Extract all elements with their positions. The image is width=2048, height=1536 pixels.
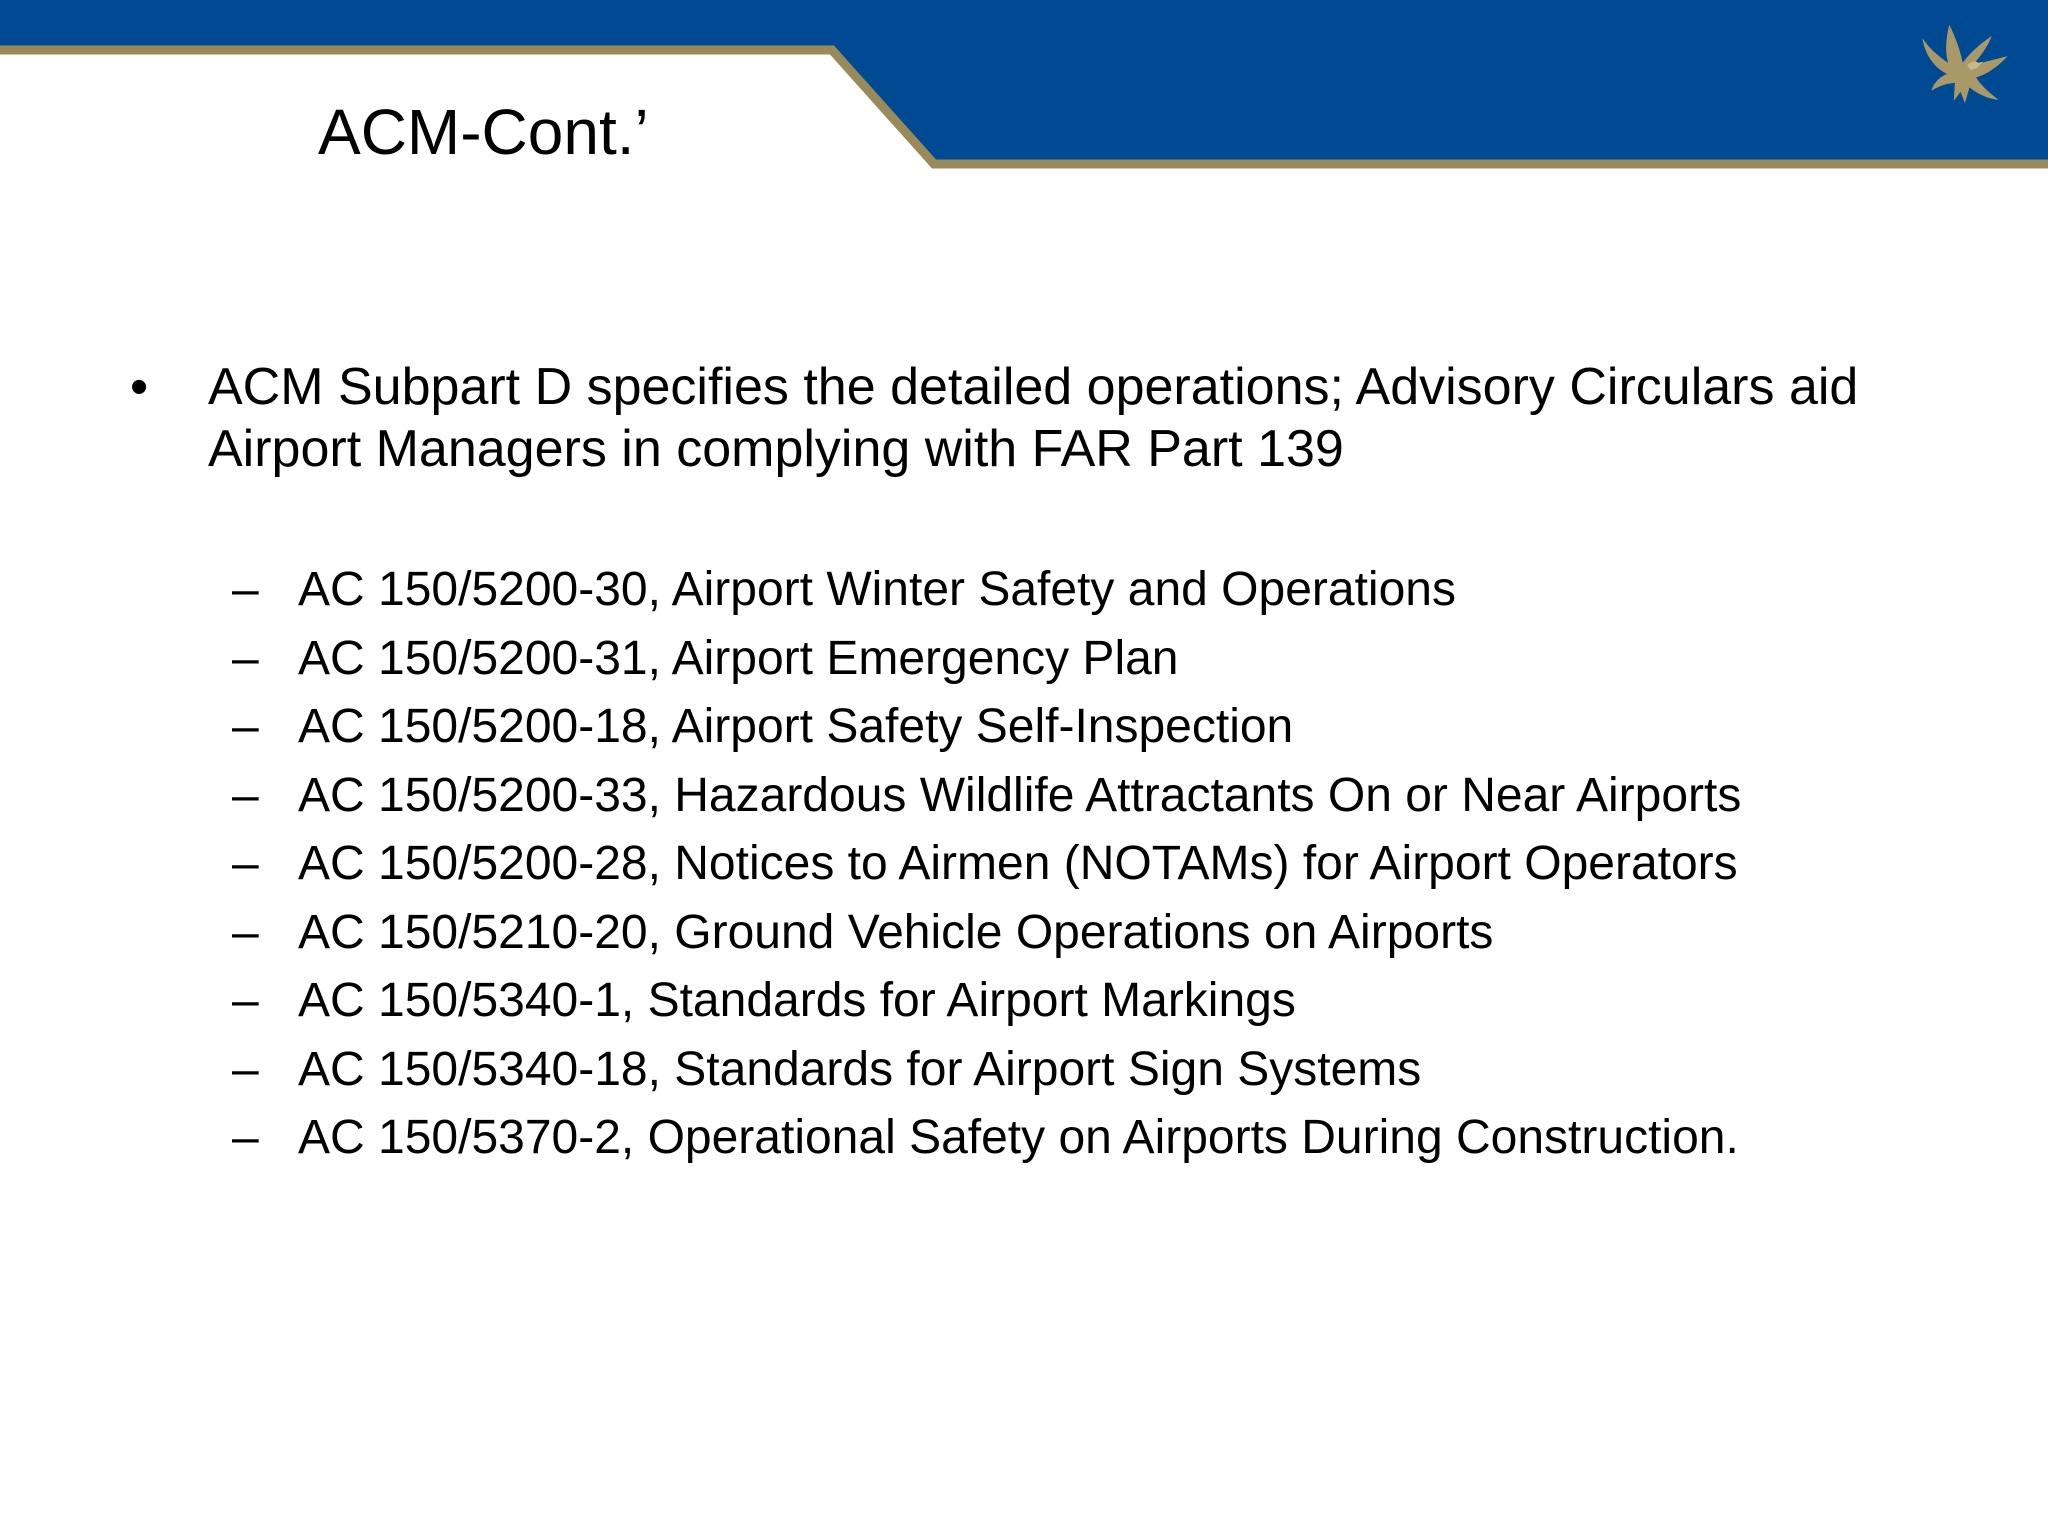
list-item [232,967,2012,1036]
list-item [232,762,2012,831]
header-navy-band [0,0,2048,164]
header-band [0,0,2048,170]
list-item [232,899,2012,968]
list-item [232,830,2012,899]
advisory-circular-list [232,556,2012,1173]
dash-marker: – [232,1111,259,1164]
slide-title: ACM-Cont.’ [318,96,649,168]
list-item-text: AC 150/5200-30, Airport Winter Safety and Operations [298,563,1456,616]
list-item-text: AC 150/5200-31, Airport Emergency Plan [298,631,1179,685]
list-item-text: AC 150/5200-28, Notices to Airmen (NOTAMs) for Airport Operators [298,837,1738,890]
dash-marker: – [232,563,259,616]
dash-marker: – [232,837,259,890]
list-item-text: AC 150/5200-18, Airport Safety Self-Inspection [298,700,1294,753]
eagle-icon [1900,18,2012,130]
bullet-marker: • [130,358,149,416]
main-bullet-text: ACM Subpart D specifies the detailed operations; Advisory Circulars aid Airport Managers in complying with FAR Part 139 [208,358,1859,478]
dash-marker: – [232,631,259,685]
dash-marker: – [232,905,259,959]
list-item [232,693,2012,762]
dash-marker: – [232,974,259,1027]
list-item-text: AC 150/5340-1, Standards for Airport Markings [298,974,1296,1027]
list-item [232,625,2012,694]
dash-marker: – [232,1042,259,1096]
dash-marker: – [232,768,259,822]
list-item-text: AC 150/5370-2, Operational Safety on Airports During Construction. [298,1111,1739,1164]
list-item [232,1036,2012,1105]
list-item-text: AC 150/5340-18, Standards for Airport Sign Systems [298,1042,1422,1096]
list-item-text: AC 150/5210-20, Ground Vehicle Operations on Airports [298,905,1494,959]
list-item [232,556,2012,625]
dash-marker: – [232,700,259,753]
list-item-text: AC 150/5200-33, Hazardous Wildlife Attractants On or Near Airports [298,768,1742,822]
list-item [232,1104,2012,1173]
